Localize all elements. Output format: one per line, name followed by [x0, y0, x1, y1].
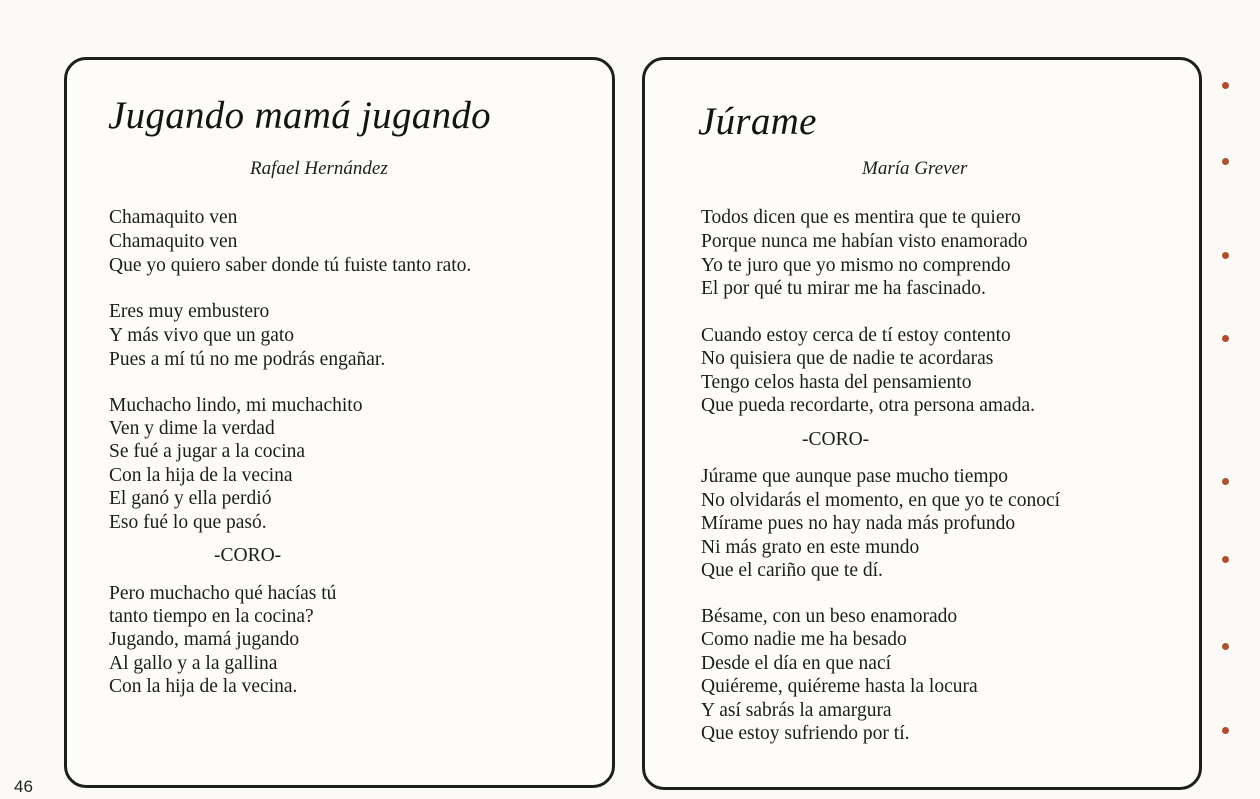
lyric-line: Yo te juro que yo mismo no comprendo: [701, 255, 1011, 276]
lyric-line: Que yo quiero saber donde tú fuiste tanto rato.: [109, 255, 472, 276]
lyric-line: El ganó y ella perdió: [109, 488, 272, 509]
song-title: Júrame: [698, 100, 817, 143]
lyric-line: Y más vivo que un gato: [109, 325, 295, 346]
lyric-line: Al gallo y a la gallina: [109, 653, 278, 674]
lyric-line: Pues a mí tú no me podrás engañar.: [109, 349, 386, 370]
lyric-line: No olvidarás el momento, en que yo te conocí: [701, 490, 1061, 511]
lyric-line: Que pueda recordarte, otra persona amada.: [701, 395, 1036, 416]
lyric-line: Cuando estoy cerca de tí estoy contento: [701, 325, 1011, 346]
binder-hole: [1222, 643, 1229, 650]
lyric-line: Ven y dime la verdad: [109, 418, 275, 439]
lyric-line: Tengo celos hasta del pensamiento: [701, 372, 972, 393]
lyric-line: Como nadie me ha besado: [701, 629, 907, 650]
lyric-line: Muchacho lindo, mi muchachito: [109, 395, 363, 416]
binder-hole: [1222, 478, 1229, 485]
binder-hole: [1222, 335, 1229, 342]
song-title: Jugando mamá jugando: [108, 94, 491, 137]
lyric-line: Desde el día en que nací: [701, 653, 892, 674]
lyric-line: Todos dicen que es mentira que te quiero: [701, 207, 1021, 228]
lyric-line: Ni más grato en este mundo: [701, 537, 920, 558]
page-number: 46: [14, 777, 33, 796]
binder-hole: [1222, 252, 1229, 259]
coro-label: -CORO-: [214, 545, 282, 566]
lyric-line: Porque nunca me habían visto enamorado: [701, 231, 1028, 252]
lyric-line: Jugando, mamá jugando: [109, 629, 300, 650]
song-author: María Grever: [862, 158, 968, 179]
binder-hole: [1222, 727, 1229, 734]
lyric-line: Eres muy embustero: [109, 301, 270, 322]
lyric-line: Eso fué lo que pasó.: [109, 512, 267, 533]
binder-hole: [1222, 82, 1229, 89]
lyric-line: Chamaquito ven: [109, 231, 238, 252]
lyric-line: Bésame, con un beso enamorado: [701, 606, 958, 627]
lyric-line: Chamaquito ven: [109, 207, 238, 228]
lyric-line: tanto tiempo en la cocina?: [109, 606, 314, 627]
lyric-line: Pero muchacho qué hacías tú: [109, 583, 337, 604]
lyric-line: Y así sabrás la amargura: [701, 700, 892, 721]
lyric-line: Que el cariño que te dí.: [701, 560, 883, 581]
left-song-panel: [64, 57, 615, 788]
lyric-line: Mírame pues no hay nada más profundo: [701, 513, 1016, 534]
lyric-line: Que estoy sufriendo por tí.: [701, 723, 910, 744]
coro-label: -CORO-: [802, 429, 870, 450]
binder-hole: [1222, 158, 1229, 165]
lyric-line: El por qué tu mirar me ha fascinado.: [701, 278, 986, 299]
lyric-line: Se fué a jugar a la cocina: [109, 441, 305, 462]
lyric-line: Con la hija de la vecina.: [109, 676, 298, 697]
lyric-line: Con la hija de la vecina: [109, 465, 293, 486]
lyric-line: No quisiera que de nadie te acordaras: [701, 348, 994, 369]
right-song-panel: [642, 57, 1202, 790]
lyric-line: Júrame que aunque pase mucho tiempo: [701, 466, 1009, 487]
lyric-line: Quiéreme, quiéreme hasta la locura: [701, 676, 978, 697]
binder-hole: [1222, 556, 1229, 563]
song-author: Rafael Hernández: [250, 158, 388, 179]
